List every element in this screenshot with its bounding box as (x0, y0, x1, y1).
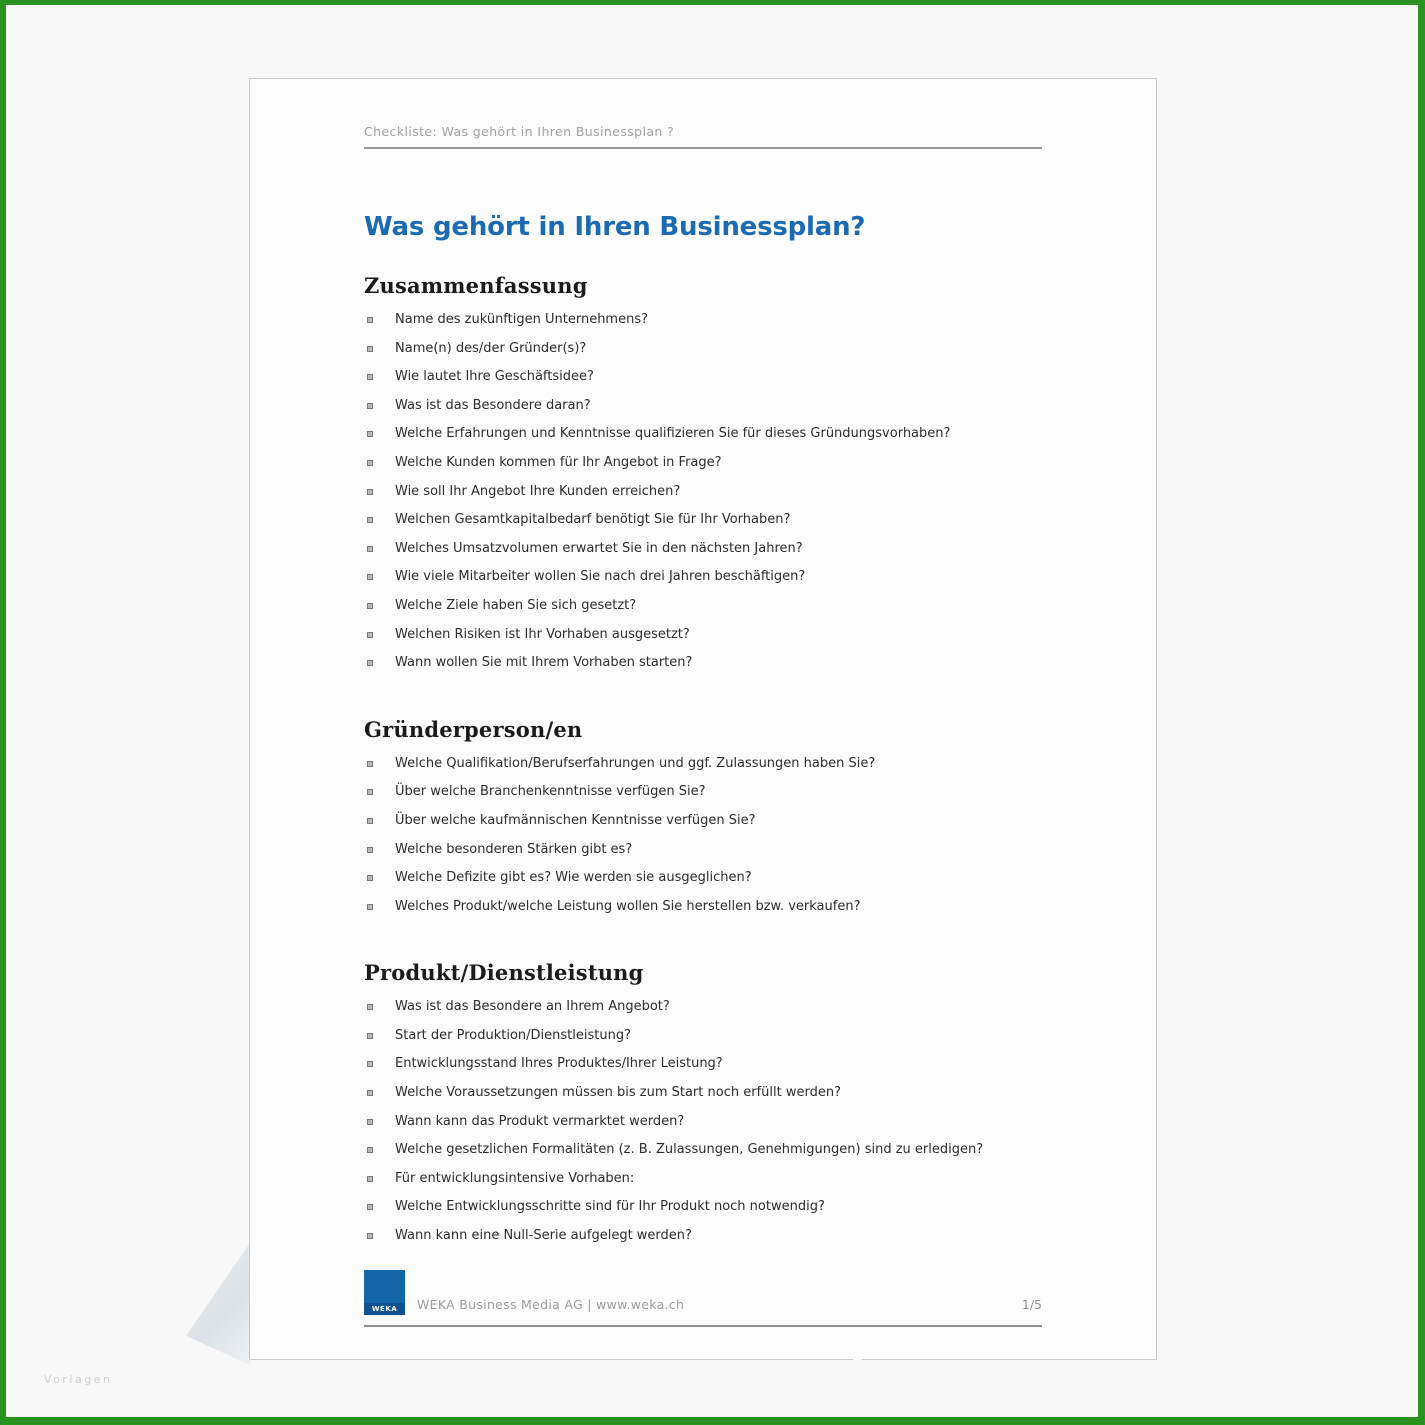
list-item (364, 1056, 1042, 1073)
section-heading: Gründerperson/en (364, 716, 583, 742)
list-item (364, 784, 1042, 801)
document-page (249, 78, 1157, 1360)
list-item-text: Entwicklungsstand Ihres Produktes/Ihrer Leistung? (395, 1056, 723, 1072)
document-running-header: Checkliste: Was gehört in Ihren Businessplan ? (364, 123, 1042, 149)
list-item (364, 870, 1042, 887)
weka-logo (364, 1270, 405, 1315)
bullet-square-icon (367, 1204, 373, 1210)
scan-border-gap (853, 1359, 862, 1360)
list-item-text: Welche Entwicklungsschritte sind für Ihr Produkt noch notwendig? (395, 1199, 825, 1215)
section-heading: Produkt/Dienstleistung (364, 960, 644, 986)
list-item-text: Welchen Risiken ist Ihr Vorhaben ausgesetzt? (395, 626, 690, 642)
bullet-square-icon (367, 317, 373, 323)
list-item (364, 1228, 1042, 1245)
section-heading: Zusammenfassung (364, 273, 588, 298)
bullet-square-icon (367, 1061, 373, 1067)
bullet-square-icon (367, 1033, 373, 1039)
list-item-text: Wie lautet Ihre Geschäftsidee? (395, 369, 594, 385)
bullet-square-icon (367, 346, 373, 352)
list-item (364, 312, 1042, 329)
bullet-square-icon (367, 517, 373, 523)
list-item-text: Über welche kaufmännischen Kenntnisse verfügen Sie? (395, 812, 756, 828)
bullet-square-icon (367, 403, 373, 409)
list-item (364, 398, 1042, 415)
list-item (364, 569, 1042, 586)
bullet-square-icon (367, 761, 373, 767)
list-item (364, 655, 1042, 672)
bullet-square-icon (367, 875, 373, 881)
list-item-text: Welche besonderen Stärken gibt es? (395, 841, 633, 857)
list-item-text: Welches Umsatzvolumen erwartet Sie in den nächsten Jahren? (395, 540, 803, 556)
bullet-square-icon (367, 660, 373, 666)
page-title: Was gehört in Ihren Businessplan? (364, 212, 866, 242)
list-item (364, 1114, 1042, 1131)
list-item-text: Name(n) des/der Gründer(s)? (395, 340, 587, 356)
list-item (364, 369, 1042, 386)
document-footer (364, 1270, 1042, 1327)
list-item-text: Welches Produkt/welche Leistung wollen Sie herstellen bzw. verkaufen? (395, 898, 861, 914)
list-item (364, 512, 1042, 529)
list-item (364, 627, 1042, 644)
bullet-square-icon (367, 489, 373, 495)
checklist (364, 999, 1042, 1244)
list-item-text: Name des zukünftigen Unternehmens? (395, 312, 649, 327)
list-item (364, 813, 1042, 830)
document-content (364, 79, 1042, 1327)
bullet-square-icon (367, 789, 373, 795)
list-item-text: Welche Defizite gibt es? Wie werden sie ausgeglichen? (395, 870, 752, 886)
list-item (364, 455, 1042, 472)
checklist-section (364, 717, 1042, 916)
list-item (364, 598, 1042, 615)
list-item (364, 899, 1042, 916)
bullet-square-icon (367, 818, 373, 824)
bullet-square-icon (367, 603, 373, 609)
bullet-square-icon (367, 431, 373, 437)
list-item-text: Welche Kunden kommen für Ihr Angebot in Frage? (395, 454, 722, 470)
bullet-square-icon (367, 374, 373, 380)
list-item-text: Start der Produktion/Dienstleistung? (395, 1027, 631, 1043)
list-item-text: Welche gesetzlichen Formalitäten (z. B. Zulassungen, Genehmigungen) sind zu erledigen? (395, 1142, 984, 1158)
list-item-text: Wann kann das Produkt vermarktet werden? (395, 1113, 685, 1129)
bullet-square-icon (367, 1147, 373, 1153)
list-item-text: Für entwicklungsintensive Vorhaben: (395, 1170, 635, 1186)
list-item (364, 999, 1042, 1016)
bullet-square-icon (367, 1233, 373, 1239)
list-item-text: Über welche Branchenkenntnisse verfügen Sie? (395, 784, 706, 800)
list-item-text: Was ist das Besondere daran? (395, 397, 591, 413)
list-item-text: Welche Erfahrungen und Kenntnisse qualifizieren Sie für dieses Gründungsvorhaben? (395, 426, 951, 442)
list-item (364, 541, 1042, 558)
checklist (364, 312, 1042, 672)
list-item (364, 1142, 1042, 1159)
list-item-text: Welche Ziele haben Sie sich gesetzt? (395, 597, 637, 613)
bullet-square-icon (367, 1119, 373, 1125)
list-item (364, 426, 1042, 443)
list-item-text: Welche Qualifikation/Berufserfahrungen und ggf. Zulassungen haben Sie? (395, 755, 876, 771)
list-item (364, 341, 1042, 358)
list-item (364, 1085, 1042, 1102)
bullet-square-icon (367, 460, 373, 466)
sections (364, 273, 1042, 1245)
list-item-text: Wann wollen Sie mit Ihrem Vorhaben starten? (395, 655, 693, 671)
list-item-text: Wie soll Ihr Angebot Ihre Kunden erreichen? (395, 483, 681, 499)
page-curl-shadow (186, 1243, 250, 1365)
checklist (364, 756, 1042, 916)
bullet-square-icon (367, 546, 373, 552)
list-item-text: Wann kann eine Null-Serie aufgelegt werden? (395, 1228, 692, 1244)
footer-page-number: 1/5 (1021, 1296, 1042, 1312)
bullet-square-icon (367, 632, 373, 638)
bullet-square-icon (367, 1004, 373, 1010)
list-item-text: Welche Voraussetzungen müssen bis zum Start noch erfüllt werden? (395, 1085, 841, 1101)
footer-company-text: WEKA Business Media AG | www.weka.ch (417, 1296, 685, 1312)
bullet-square-icon (367, 1176, 373, 1182)
bullet-square-icon (367, 904, 373, 910)
list-item (364, 756, 1042, 773)
bullet-square-icon (367, 574, 373, 580)
bullet-square-icon (367, 847, 373, 853)
list-item-text: Welchen Gesamtkapitalbedarf benötigt Sie für Ihr Vorhaben? (395, 512, 791, 528)
checklist-section (364, 273, 1042, 672)
weka-logo-text: WEKA (364, 1303, 405, 1315)
vorlagen-watermark: Vorlagen (44, 1373, 113, 1386)
list-item (364, 1028, 1042, 1045)
list-item (364, 1171, 1042, 1188)
list-item (364, 842, 1042, 859)
list-item (364, 1199, 1042, 1216)
list-item-text: Wie viele Mitarbeiter wollen Sie nach drei Jahren beschäftigen? (395, 569, 806, 585)
list-item-text: Was ist das Besondere an Ihrem Angebot? (395, 999, 670, 1015)
checklist-section (364, 960, 1042, 1244)
bullet-square-icon (367, 1090, 373, 1096)
list-item (364, 484, 1042, 501)
